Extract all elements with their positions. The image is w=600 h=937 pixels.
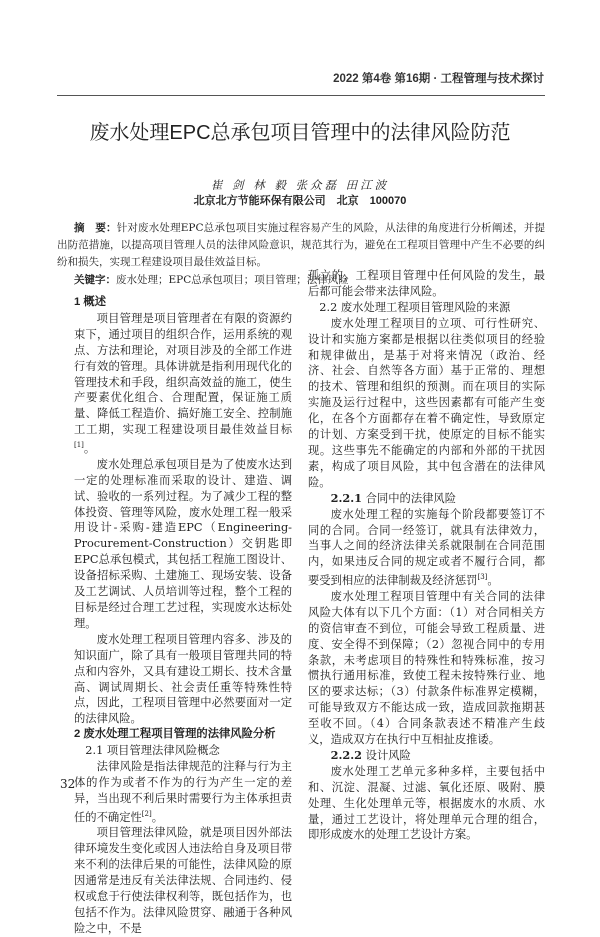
heading-number: 2.2.1 [330, 490, 363, 505]
section-heading: 1 概述 [74, 296, 107, 308]
page-number: 32 [60, 777, 76, 791]
authors: 崔 剑 林 毅 张众磊 田江波 [210, 178, 390, 192]
paragraph-text: 法律风险是指法律规范的注释与行为主体的作为或者不作为的行为产生一定的差异，当出现不利后果时需要行为主体承担责任的不确定性 [74, 760, 292, 824]
subsection-heading: 2.1 项目管理法律风险概念 [85, 744, 220, 758]
paragraph-text: 项目管理是项目管理者在有限的资源约束下，通过项目的组织合作，运用系统的观点、方法和理论，对项目涉及的全部工作进行有效的管理。具体讲就是指利用现代化的管理技术和手段，组织高效益的施工，使生产要素优化组合、合理配置，保证施工质量、降低工程造价、搞好施工安全、控制施工工期，实现工程建设项目最佳效益目标 [74, 311, 292, 437]
subsubsection-heading [308, 748, 545, 764]
paragraph: 废水处理工程项目管理中有关合同的法律风险大体有以下几个方面：（1）对合同相关方的资信审查不到位，可能会导致工程质量、进度、安全得不到保障；（2）忽视合同中的专用条款，未考虑项目的特殊性和特殊标准，按习惯执行通用标准，致使工程未按特殊行业、地区的要求达标；（3）付款条件标准界定模糊，可能导致双方不能达成一致，造成回款拖期甚至收不回。（4）合同条款表述不精准产生歧义，造成双方在执行中互相扯皮推诿。 [308, 589, 545, 747]
paragraph: 孤立的，工程项目管理中任何风险的发生，最后都可能会带来法律风险。 [308, 269, 545, 298]
paragraph-text: 。 [151, 810, 164, 824]
keywords-label: 关键字： [74, 274, 116, 286]
paragraph: 项目管理法律风险，就是项目因外部法律环境发生变化或因人违法给自身及项目带来不利的法律后果的可能性，法律风险的原因通常是违反有关法律法规、合同违约、侵权或怠于行使法律权利等，既包括作为，也包括不作为。法律风险贯穿、融通于各种风险之中，不是 [74, 826, 292, 935]
abstract-text: 针对废水处理EPC总承包项目实施过程容易产生的风险，从法律的角度进行分析阐述，并提出防范措施，以提高项目管理人员的法律风险意识，规范其行为，避免在工程项目管理中产生不必要的纠纷和损失，实现工程建设项目最佳效益目标。 [57, 222, 546, 268]
subsubsection-heading [308, 491, 545, 507]
citation: [3] [477, 573, 488, 582]
paragraph: 废水处理工程项目的立项、可行性研究、设计和实施方案都是根据以往类似项目的经验和规律做出，是基于对将来情况（政治、经济、社会、自然等各方面）基于正常的、理想的技术、管理和组织的预测。而在项目的实际实施及运行过程中，这些因素都有可能产生变化，在各个方面都存在着不确定性，导致原定的计划、方案受到干扰，使原定的目标不能实现。这些事先不能确定的内部和外部的干扰因素，构成了项目风险，其中包含潜在的法律风险。 [308, 316, 545, 489]
paragraph: 废水处理工程项目管理内容多、涉及的知识面广，除了具有一般项目管理共同的特点和内容外，又具有建设工期长、技术含量高、调试周期长、社会责任重等特殊性特点，因此，工程项目管理中必然要面对一定的法律风险。 [74, 632, 292, 726]
article-title: 废水处理EPC总承包项目管理中的法律风险防范 [89, 122, 511, 144]
header-rule [57, 95, 545, 96]
paragraph-text: 。 [83, 441, 96, 455]
affiliation: 北京北方节能环保有限公司 北京 100070 [193, 195, 407, 207]
paragraph: 废水处理工艺单元多种多样，主要包括中和、沉淀、混凝、过滤、氧化还原、吸附、膜处理、生化处理单元等，根据废水的水质、水量，通过工艺设计，将处理单元合理的组合，即形成废水的处理工艺设计方案。 [308, 764, 545, 842]
paragraph [308, 507, 545, 589]
subsection-heading: 2.2 废水处理工程项目管理风险的来源 [319, 300, 511, 314]
heading-text: 合同中的法律风险 [365, 491, 457, 505]
section-heading: 2 废水处理工程项目管理的法律风险分析 [74, 728, 276, 741]
citation: [2] [141, 809, 152, 818]
abstract [57, 220, 545, 271]
journal-header: 2022 第4卷 第16期 · 工程管理与技术探讨 [333, 73, 544, 85]
left-column [74, 295, 292, 937]
heading-number: 2.2.2 [330, 747, 363, 762]
citation: [1] [74, 441, 84, 450]
paragraph-text: 。 [487, 573, 499, 587]
keywords-text: 废水处理；EPC总承包项目；项目管理；法律风险 [116, 274, 349, 286]
paragraph: 废水处理总承包项目是为了使废水达到一定的处理标准而采取的设计、建造、调试、验收的一系列过程。为了减少工程的整体投资、管理等风险，废水处理工程一般采用设计-采购-建造EPC（Engineering-Procurement-Construction）交钥匙即EPC总承包模式，其包括工程施工图设计、设备招标采购、土建施工、现场安装、设备及工艺调试、人员培训等过程，整个工程的目标是经过合理工艺过程，实现废水达标处理。 [74, 457, 292, 630]
paragraph [74, 759, 292, 825]
paragraph-text: 废水处理工程的实施每个阶段都要签订不同的合同。合同一经签订，就具有法律效力，当事人之间的经济法律关系就限制在合同范围内，如果违反合同的规定或者不履行合同，都要受到相应的法律制裁及经济惩罚 [308, 507, 545, 587]
right-column [308, 268, 545, 843]
heading-text: 设计风险 [365, 748, 411, 762]
paragraph [74, 311, 292, 457]
abstract-label: 摘 要： [74, 222, 117, 234]
